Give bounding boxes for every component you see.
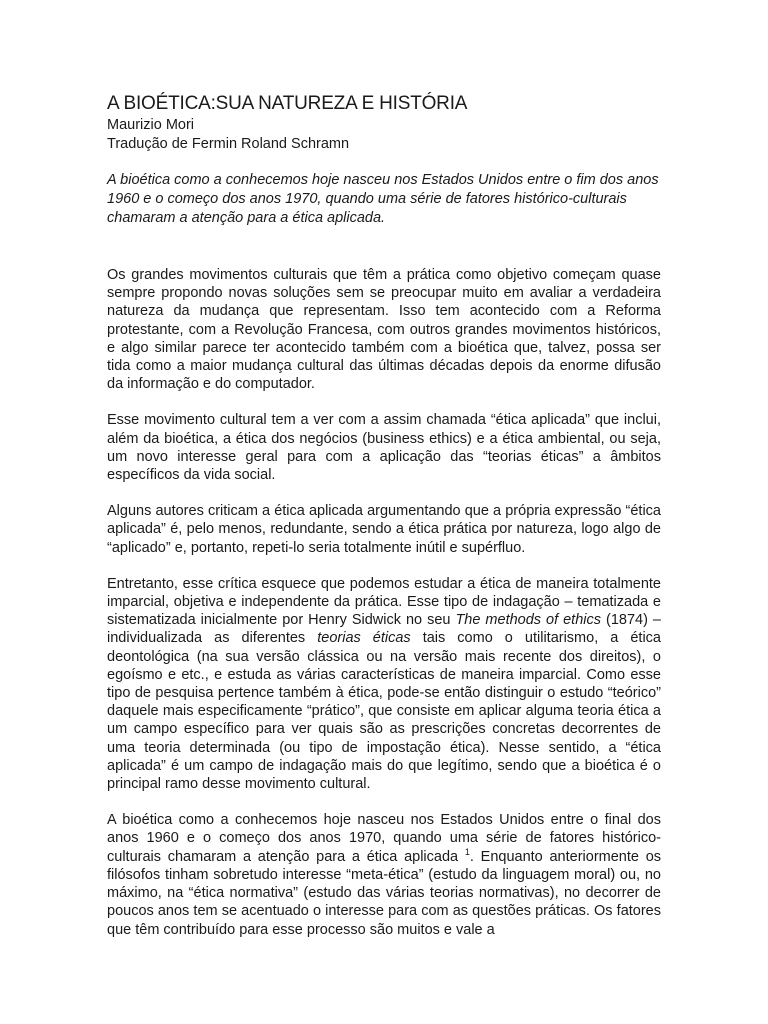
paragraph-5-text-b: . Enquanto anteriormente os filósofos tinham sobretudo interesse “meta-ética” (estudo da linguagem moral) ou, no máximo, na “ética normativa” (estudo das várias teorias normativas), no decorrer de poucos anos tem se acentuado o interesse para com as questões práticas. Os fatores que têm contribuído para esse processo são muitos e vale a [107, 848, 662, 938]
paragraph-4-text-b: (1874) – individualizada as diferentes [107, 612, 661, 647]
body-paragraph-2: Esse movimento cultural tem a ver com a assim chamada “ética aplicada” que inclui, além da bioética, a ética dos negócios (business ethics) e a ética ambiental, ou seja, um novo interesse geral para com a aplicação das “teorias éticas” a âmbitos específicos da vida social. [107, 412, 661, 484]
translation-credit: Tradução de Fermin Roland Schramn [107, 136, 350, 152]
author-name: Maurizio Mori [107, 117, 195, 133]
book-title-methods-of-ethics: The methods of ethics [455, 612, 602, 629]
abstract-paragraph: A bioética como a conhecemos hoje nasceu nos Estados Unidos entre o fim dos anos 1960 e o começo dos anos 1970, quando uma série de fatores histórico-culturais chamaram a atenção para a ética aplicada. [107, 172, 659, 226]
body-paragraph-4 [107, 575, 661, 793]
body-paragraph-3: Alguns autores criticam a ética aplicada argumentando que a própria expressão “ética aplicada” é, pelo menos, redundante, sendo a ética prática por natureza, logo algo de “aplicado” e, portanto, repeti-lo seria totalmente inútil e supérfluo. [107, 503, 661, 556]
document-page [107, 92, 661, 939]
document-title: A BIOÉTICA:SUA NATUREZA E HISTÓRIA [107, 93, 468, 114]
footnote-marker[interactable]: 1 [464, 846, 470, 857]
body-paragraph-1: Os grandes movimentos culturais que têm a prática como objetivo começam quase sempre propondo novas soluções sem se preocupar muito em avaliar a verdadeira natureza da mudança que representam. Isso tem acontecido com a Reforma protestante, com a Revolução Francesa, com outros grandes movimentos históricos, e algo similar parece ter acontecido também com a bioética que, talvez, possa ser tida como a maior mudança cultural das últimas décadas depois da enorme difusão da informação e do computador. [107, 267, 661, 393]
paragraph-4-text-c: tais como o utilitarismo, a ética deontológica (na sua versão clássica ou na versão mais recente dos direitos), o egoísmo e etc., e estuda as várias características de maneira imparcial. Como esse tipo de pesquisa pertence também à ética, pode-se então distinguir o estudo “teórico” daquele mais especificamente “prático”, que consiste em aplicar alguma teoria ética a um campo específico para ver quais são as prescrições concretas decorrentes de uma teoria determinada (ou tipo de impostação ética). Nesse sentido, a “ética aplicada” é um campo de indagação mais do que legítimo, sendo que a bioética é o principal ramo desse movimento cultural. [107, 630, 661, 793]
paragraph-5-text-a: A bioética como a conhecemos hoje nasceu nos Estados Unidos entre o final dos anos 1960 e o começo dos anos 1970, quando uma série de fatores histórico-culturais chamaram a atenção para a ética aplicada [107, 812, 661, 865]
body-paragraph-5 [107, 811, 661, 938]
paragraph-4-text-a: Entretanto, esse crítica esquece que podemos estudar a ética de maneira totalmente imparcial, objetiva e independente da prática. Esse tipo de indagação – tematizada e sistematizada inicialmente por Henry Sidwick no seu [107, 575, 661, 629]
emphasis-teorias-eticas: teorias éticas [317, 630, 411, 647]
